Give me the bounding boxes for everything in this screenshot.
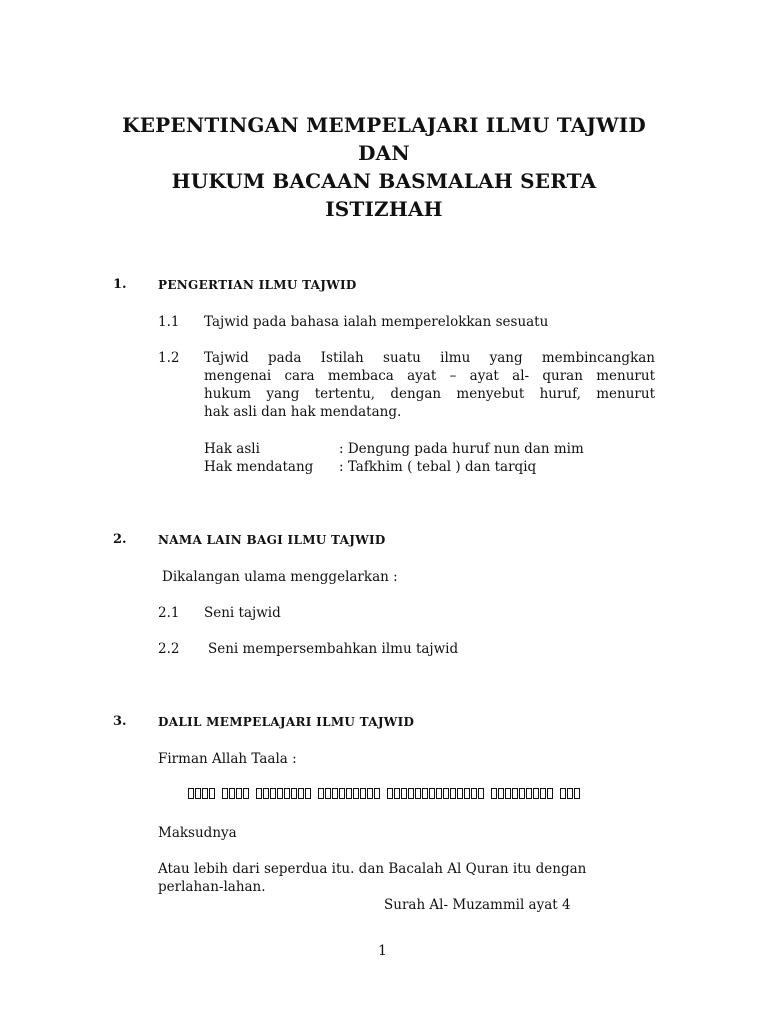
missing-glyph-icon xyxy=(436,788,442,799)
missing-glyph-icon xyxy=(277,788,283,799)
missing-glyph-icon xyxy=(567,788,573,799)
missing-glyph-icon xyxy=(478,788,484,799)
section-3-number: 3. xyxy=(113,714,127,729)
missing-glyph-icon xyxy=(443,788,449,799)
section-3-intro: Firman Allah Taala : xyxy=(158,751,297,767)
missing-glyph-icon xyxy=(429,788,435,799)
missing-glyph-icon xyxy=(195,788,201,799)
section-2-heading: NAMA LAIN BAGI ILMU TAJWID xyxy=(158,533,386,547)
title-line-3: HUKUM BACAAN BASMALAH SERTA xyxy=(171,169,597,193)
missing-glyph-icon xyxy=(498,788,504,799)
missing-glyph-icon xyxy=(284,788,290,799)
missing-glyph-icon xyxy=(188,788,194,799)
arabic-word-4 xyxy=(318,788,380,799)
section-1-number: 1. xyxy=(113,277,127,292)
item-2-2-number: 2.2 xyxy=(158,641,180,657)
missing-glyph-icon xyxy=(270,788,276,799)
item-1-2-number: 1.2 xyxy=(158,350,180,366)
missing-glyph-icon xyxy=(533,788,539,799)
missing-glyph-icon xyxy=(229,788,235,799)
missing-glyph-icon xyxy=(346,788,352,799)
item-1-1-number: 1.1 xyxy=(158,314,180,330)
missing-glyph-icon xyxy=(415,788,421,799)
section-1-heading: PENGERTIAN ILMU TAJWID xyxy=(158,278,357,292)
item-1-2-line-1: Tajwid pada Istilah suatu ilmu yang membincangkan xyxy=(204,350,655,366)
item-2-1-text: Seni tajwid xyxy=(204,605,281,621)
section-2-number: 2. xyxy=(113,532,127,547)
item-1-2-line-4: hak asli dan hak mendatang. xyxy=(204,404,402,420)
item-1-2-paragraph xyxy=(204,349,655,421)
title-line-2: DAN xyxy=(358,141,410,165)
missing-glyph-icon xyxy=(491,788,497,799)
missing-glyph-icon xyxy=(360,788,366,799)
missing-glyph-icon xyxy=(256,788,262,799)
missing-glyph-icon xyxy=(408,788,414,799)
missing-glyph-icon xyxy=(560,788,566,799)
arabic-word-2 xyxy=(222,788,249,799)
missing-glyph-icon xyxy=(236,788,242,799)
missing-glyph-icon xyxy=(401,788,407,799)
arabic-word-7 xyxy=(560,788,580,799)
missing-glyph-icon xyxy=(291,788,297,799)
missing-glyph-icon xyxy=(305,788,311,799)
missing-glyph-icon xyxy=(457,788,463,799)
missing-glyph-icon xyxy=(374,788,380,799)
missing-glyph-icon xyxy=(547,788,553,799)
definition-hak-mendatang: : Tafkhim ( tebal ) dan tarqiq xyxy=(339,459,537,475)
arabic-word-6 xyxy=(491,788,553,799)
missing-glyph-icon xyxy=(209,788,215,799)
missing-glyph-icon xyxy=(222,788,228,799)
missing-glyph-icon xyxy=(512,788,518,799)
definition-hak-asli: : Dengung pada huruf nun dan mim xyxy=(339,441,584,457)
item-2-2-text: Seni mempersembahkan ilmu tajwid xyxy=(208,641,459,657)
term-hak-mendatang: Hak mendatang xyxy=(204,459,314,475)
arabic-verse-missing-glyphs xyxy=(188,786,580,800)
meaning-line-1: Atau lebih dari seperdua itu. dan Bacalah Al Quran itu dengan xyxy=(158,861,587,877)
verse-source: Surah Al- Muzammil ayat 4 xyxy=(384,897,571,913)
missing-glyph-icon xyxy=(332,788,338,799)
missing-glyph-icon xyxy=(339,788,345,799)
missing-glyph-icon xyxy=(422,788,428,799)
missing-glyph-icon xyxy=(367,788,373,799)
term-hak-asli: Hak asli xyxy=(204,441,260,457)
missing-glyph-icon xyxy=(394,788,400,799)
section-3-heading: DALIL MEMPELAJARI ILMU TAJWID xyxy=(158,715,415,729)
document-title xyxy=(80,111,688,223)
title-line-1: KEPENTINGAN MEMPELAJARI ILMU TAJWID xyxy=(122,113,646,137)
arabic-word-3 xyxy=(256,788,311,799)
missing-glyph-icon xyxy=(318,788,324,799)
page-number: 1 xyxy=(378,943,387,959)
missing-glyph-icon xyxy=(387,788,393,799)
missing-glyph-icon xyxy=(450,788,456,799)
arabic-word-5 xyxy=(387,788,484,799)
arabic-word-1 xyxy=(188,788,215,799)
missing-glyph-icon xyxy=(353,788,359,799)
item-2-1-number: 2.1 xyxy=(158,605,180,621)
meaning-line-2: perlahan-lahan. xyxy=(158,879,266,895)
missing-glyph-icon xyxy=(526,788,532,799)
item-1-2-line-2: mengenai cara membaca ayat – ayat al- quran menurut xyxy=(204,368,655,384)
missing-glyph-icon xyxy=(519,788,525,799)
maksudnya-label: Maksudnya xyxy=(158,825,237,841)
missing-glyph-icon xyxy=(574,788,580,799)
missing-glyph-icon xyxy=(202,788,208,799)
item-1-2-line-3: hukum yang tertentu, dengan menyebut huruf, menurut xyxy=(204,386,655,402)
item-1-1-text: Tajwid pada bahasa ialah memperelokkan sesuatu xyxy=(204,314,549,330)
section-2-intro: Dikalangan ulama menggelarkan : xyxy=(162,569,398,585)
missing-glyph-icon xyxy=(298,788,304,799)
missing-glyph-icon xyxy=(464,788,470,799)
missing-glyph-icon xyxy=(243,788,249,799)
missing-glyph-icon xyxy=(325,788,331,799)
title-line-4: ISTIZHAH xyxy=(325,197,443,221)
missing-glyph-icon xyxy=(471,788,477,799)
missing-glyph-icon xyxy=(540,788,546,799)
missing-glyph-icon xyxy=(263,788,269,799)
missing-glyph-icon xyxy=(505,788,511,799)
